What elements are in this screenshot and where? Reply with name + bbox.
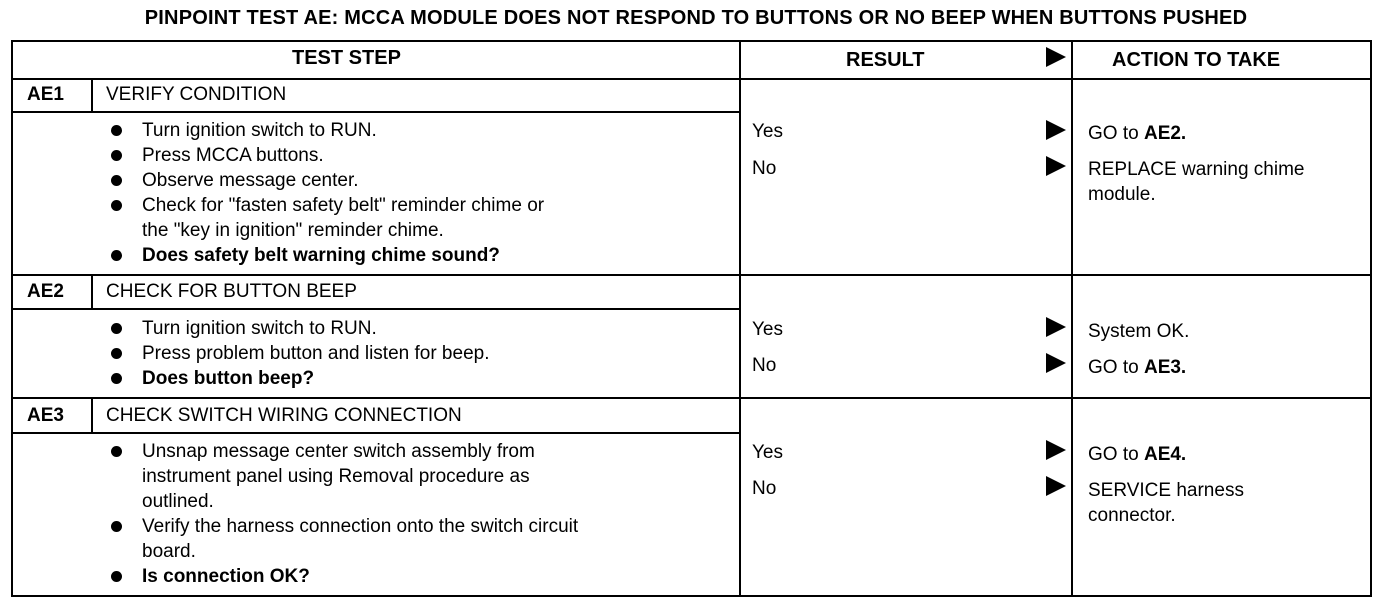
instruction-item: Unsnap message center switch assembly from instrument panel using Removal procedure as outlined. <box>104 439 578 514</box>
action-no: REPLACE warning chime module. <box>1088 159 1305 205</box>
arrow-icon <box>1046 317 1066 337</box>
header-action: ACTION TO TAKE <box>1112 49 1281 71</box>
arrow-icon <box>1046 440 1066 460</box>
action-no: GO to AE3. <box>1088 357 1187 378</box>
table-border-top <box>11 40 1372 42</box>
column-divider-action <box>1071 40 1073 597</box>
step-instructions <box>104 118 544 268</box>
instruction-item: Press problem button and listen for beep. <box>104 341 489 366</box>
step-id: AE3 <box>27 405 64 426</box>
result-no: No <box>752 478 777 499</box>
header-divider <box>11 78 1372 80</box>
row-divider <box>11 397 1372 399</box>
step-id-divider <box>91 274 93 310</box>
result-yes: Yes <box>752 442 783 463</box>
step-title: CHECK FOR BUTTON BEEP <box>106 281 357 302</box>
instruction-item: Turn ignition switch to RUN. <box>104 316 489 341</box>
table-border-left <box>11 40 13 597</box>
step-id: AE2 <box>27 281 64 302</box>
instruction-item: Turn ignition switch to RUN. <box>104 118 544 143</box>
action-yes: GO to AE4. <box>1088 444 1187 465</box>
header-test-step: TEST STEP <box>292 47 401 69</box>
arrow-icon <box>1046 120 1066 140</box>
arrow-icon <box>1046 353 1066 373</box>
step-instructions <box>104 439 578 589</box>
instruction-item: Press MCCA buttons. <box>104 143 544 168</box>
step-question: Does safety belt warning chime sound? <box>104 243 544 268</box>
column-divider-step <box>739 40 741 597</box>
step-divider <box>11 111 741 113</box>
step-question: Is connection OK? <box>104 564 578 589</box>
step-id-divider <box>91 78 93 113</box>
instruction-item: Observe message center. <box>104 168 544 193</box>
result-no: No <box>752 355 777 376</box>
step-id-divider <box>91 397 93 434</box>
result-yes: Yes <box>752 121 783 142</box>
step-divider <box>11 308 741 310</box>
row-divider <box>11 274 1372 276</box>
arrow-icon <box>1046 156 1066 176</box>
header-result: RESULT <box>846 49 925 71</box>
instruction-item: Check for "fasten safety belt" reminder chime or the "key in ignition" reminder chime. <box>104 193 544 243</box>
action-yes: GO to AE2. <box>1088 123 1187 144</box>
action-yes: System OK. <box>1088 321 1190 342</box>
result-no: No <box>752 158 777 179</box>
step-id: AE1 <box>27 84 64 105</box>
step-title: VERIFY CONDITION <box>106 84 287 105</box>
header-arrow-icon <box>1046 47 1066 67</box>
step-instructions <box>104 316 489 391</box>
step-title: CHECK SWITCH WIRING CONNECTION <box>106 405 462 426</box>
action-no: SERVICE harness connector. <box>1088 480 1244 526</box>
step-divider <box>11 432 741 434</box>
result-yes: Yes <box>752 319 783 340</box>
step-question: Does button beep? <box>104 366 489 391</box>
instruction-item: Verify the harness connection onto the switch circuit board. <box>104 514 578 564</box>
arrow-icon <box>1046 476 1066 496</box>
page-title: PINPOINT TEST AE: MCCA MODULE DOES NOT RESPOND TO BUTTONS OR NO BEEP WHEN BUTTONS PUSHED <box>144 7 1248 29</box>
table-border-bottom <box>11 595 1372 597</box>
